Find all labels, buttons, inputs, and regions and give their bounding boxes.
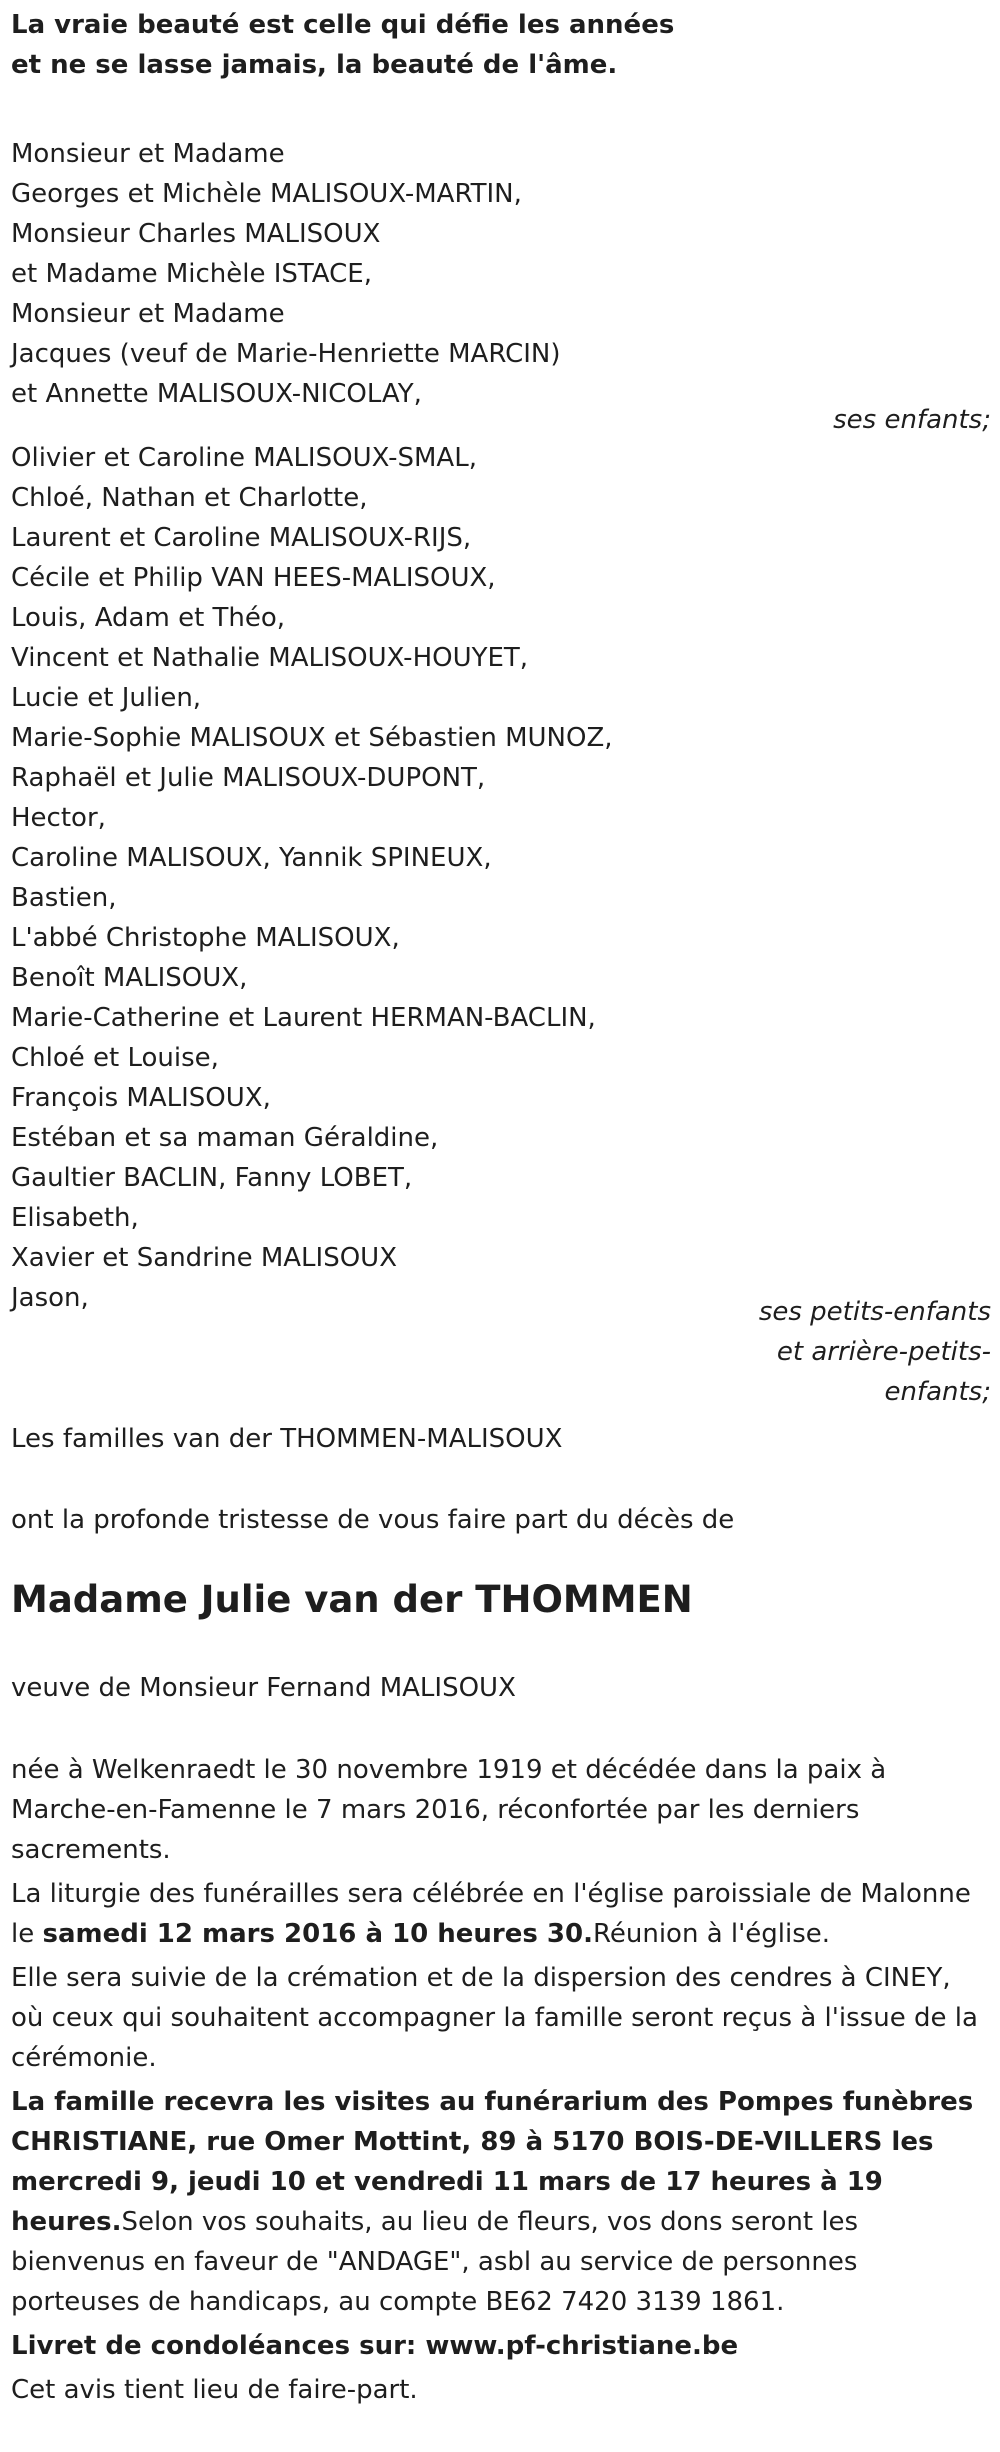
list-item: Estéban et sa maman Géraldine, bbox=[11, 1123, 439, 1153]
list-item: Hector, bbox=[11, 803, 106, 833]
role-line: enfants; bbox=[884, 1377, 991, 1407]
list-item: Monsieur et Madame bbox=[11, 299, 285, 329]
list-item: Benoît MALISOUX, bbox=[11, 963, 248, 993]
condolences-link[interactable]: Livret de condoléances sur: www.pf-christiane.be bbox=[11, 2331, 739, 2361]
liturgy-paragraph bbox=[11, 1874, 991, 1954]
list-item: Marie-Sophie MALISOUX et Sébastien MUNOZ, bbox=[11, 723, 613, 753]
families bbox=[11, 1419, 991, 1459]
list-item: Monsieur et Madame bbox=[11, 139, 285, 169]
list-item: Chloé, Nathan et Charlotte, bbox=[11, 483, 368, 513]
grandchildren-role bbox=[11, 1292, 991, 1412]
list-item: L'abbé Christophe MALISOUX, bbox=[11, 923, 400, 953]
liturgy-date: samedi 12 mars 2016 à 10 heures 30. bbox=[42, 1919, 593, 1949]
epigraph bbox=[11, 5, 991, 85]
list-item: Marie-Catherine et Laurent HERMAN-BACLIN, bbox=[11, 1003, 596, 1033]
list-item: Louis, Adam et Théo, bbox=[11, 603, 286, 633]
visits-rest: Selon vos souhaits, au lieu de fleurs, vos dons seront les bienvenus en faveur de "ANDAGE", asbl au service de personnes porteuses de handicaps, au compte BE62 7420 3139 1861. bbox=[11, 2207, 859, 2317]
list-item: Jason, bbox=[11, 1283, 89, 1313]
birth-death-paragraph: née à Welkenraedt le 30 novembre 1919 et décédée dans la paix à Marche-en-Famenne le 7 mars 2016, réconfortée par les derniers sacrements. bbox=[11, 1755, 887, 1865]
list-item: et Madame Michèle ISTACE, bbox=[11, 259, 372, 289]
list-item: Elisabeth, bbox=[11, 1203, 139, 1233]
list-item: Xavier et Sandrine MALISOUX bbox=[11, 1243, 398, 1273]
announcement-text: ont la profonde tristesse de vous faire part du décès de bbox=[11, 1505, 735, 1535]
list-item: Caroline MALISOUX, Yannik SPINEUX, bbox=[11, 843, 492, 873]
widow-of bbox=[11, 1668, 991, 1708]
list-item: Bastien, bbox=[11, 883, 117, 913]
list-item: Raphaël et Julie MALISOUX-DUPONT, bbox=[11, 763, 486, 793]
announcement bbox=[11, 1500, 991, 1540]
liturgy-intro: La liturgie des funérailles sera célébrée en l'église paroissiale de Malonne le bbox=[11, 1879, 971, 1949]
list-item: Gaultier BACLIN, Fanny LOBET, bbox=[11, 1163, 413, 1193]
families-text: Les familles van der THOMMEN-MALISOUX bbox=[11, 1424, 563, 1454]
liturgy-after: Réunion à l'église. bbox=[592, 1919, 831, 1949]
cremation-paragraph: Elle sera suivie de la crémation et de la dispersion des cendres à CINEY, où ceux qui souhaitent accompagner la famille seront reçus à l'issue de la cérémonie. bbox=[11, 1963, 978, 2073]
list-item: Georges et Michèle MALISOUX-MARTIN, bbox=[11, 179, 522, 209]
list-item: Olivier et Caroline MALISOUX-SMAL, bbox=[11, 443, 477, 473]
children-role: ses enfants; bbox=[833, 405, 991, 435]
list-item: Monsieur Charles MALISOUX bbox=[11, 219, 381, 249]
visits-bold: La famille recevra les visites au funérarium des Pompes funèbres CHRISTIANE, rue Omer Mottint, 89 à 5170 BOIS-DE-VILLERS les mercredi 9, jeudi 10 et vendredi 11 mars de 17 heures à 19 heures. bbox=[11, 2087, 974, 2237]
role-line: et arrière-petits- bbox=[776, 1337, 991, 1367]
grandchildren-list bbox=[11, 438, 991, 1318]
list-item: Lucie et Julien, bbox=[11, 683, 202, 713]
role-line: ses petits-enfants bbox=[758, 1297, 991, 1327]
list-item: François MALISOUX, bbox=[11, 1083, 271, 1113]
epigraph-line: La vraie beauté est celle qui défie les années bbox=[11, 10, 675, 40]
widow-of-text: veuve de Monsieur Fernand MALISOUX bbox=[11, 1673, 516, 1703]
list-item: Jacques (veuf de Marie-Henriette MARCIN) bbox=[11, 339, 561, 369]
closing-text: Cet avis tient lieu de faire-part. bbox=[11, 2375, 418, 2405]
children-list bbox=[11, 134, 991, 414]
deceased-name: Madame Julie van der THOMMEN bbox=[11, 1578, 693, 1621]
list-item: Chloé et Louise, bbox=[11, 1043, 219, 1073]
details bbox=[11, 1750, 991, 2410]
epigraph-line: et ne se lasse jamais, la beauté de l'âme. bbox=[11, 50, 618, 80]
list-item: Laurent et Caroline MALISOUX-RIJS, bbox=[11, 523, 472, 553]
list-item: et Annette MALISOUX-NICOLAY, bbox=[11, 379, 422, 409]
list-item: Cécile et Philip VAN HEES-MALISOUX, bbox=[11, 563, 496, 593]
list-item: Vincent et Nathalie MALISOUX-HOUYET, bbox=[11, 643, 529, 673]
visits-paragraph bbox=[11, 2082, 991, 2322]
